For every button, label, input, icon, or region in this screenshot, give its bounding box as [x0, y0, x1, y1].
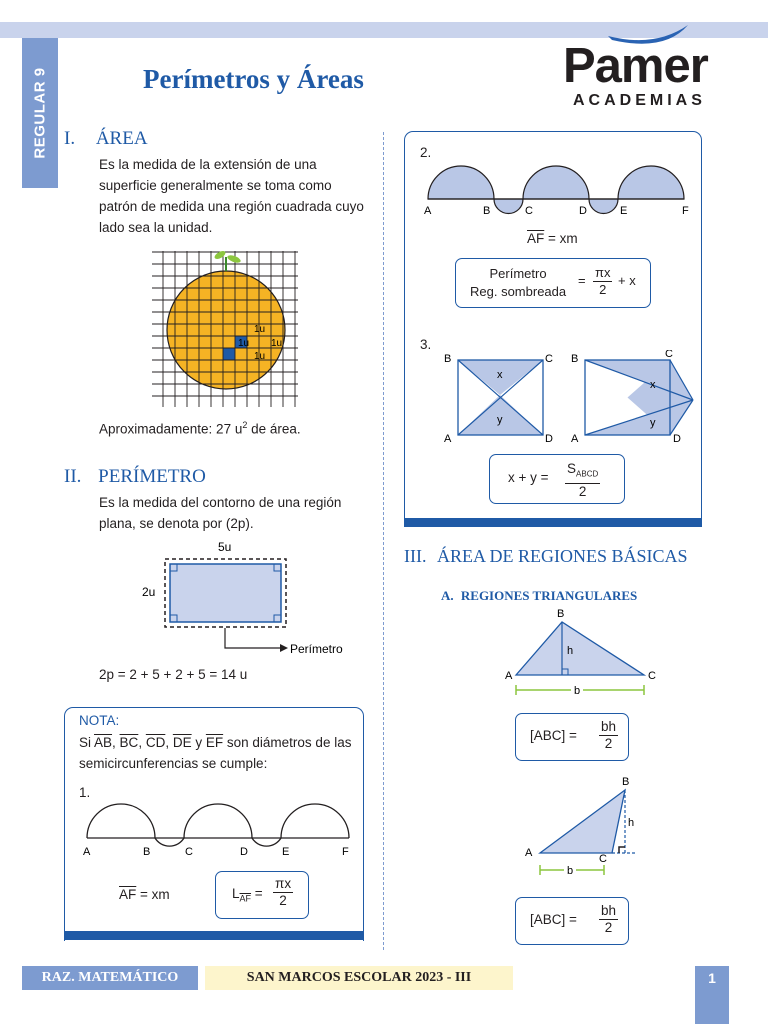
- tri1-frac-num: bh: [601, 719, 617, 734]
- item3-label: 3.: [420, 337, 432, 352]
- region-label: y: [497, 414, 503, 426]
- note-box: [64, 707, 364, 941]
- height-label: h: [628, 817, 635, 829]
- point-label: D: [240, 846, 248, 858]
- triangle1-formula-box: [515, 713, 629, 761]
- note-formula-box: $L_{\overline{AF}}$ = $\frac{\pi x}{2}$: [215, 871, 309, 919]
- box3-frac-den: 2: [578, 483, 587, 499]
- box2-frac-den: 2: [599, 282, 607, 297]
- footer-left-label: RAZ. MATEMÁTICO: [41, 970, 179, 985]
- note-formula-L-sub: AF: [239, 893, 252, 904]
- box2-per-line1: Perímetro: [489, 266, 547, 281]
- tri2-frac-den: 2: [604, 920, 613, 935]
- pamer-logo: [560, 22, 730, 112]
- area-text: Es la medida de la extensión de una superficie generalmente se toma como patrón de medida una región cuadrada cuyo lado sea la unidad.: [99, 157, 364, 235]
- perimeter-figure: [140, 538, 350, 663]
- vertex-label: B: [571, 353, 579, 365]
- unit-label: 1u: [254, 324, 266, 335]
- vertex-label: A: [444, 433, 452, 445]
- tri2-formula-lhs: [ABC] =: [530, 912, 577, 927]
- vertex-label: C: [648, 670, 656, 682]
- area-heading-num: I.: [64, 128, 76, 149]
- vertex-label: D: [673, 433, 681, 445]
- height-label: h: [567, 645, 574, 657]
- side-tab: [22, 38, 58, 188]
- segment-label: $\overline{AB}$: [94, 735, 113, 750]
- footer-center-label: SAN MARCOS ESCOLAR 2023 - III: [246, 970, 472, 985]
- area-approx-pre: Aproximadamente: 27 u: [99, 421, 243, 437]
- note-eq-rhs: = xm: [136, 887, 170, 902]
- unit-label: 1u: [271, 338, 283, 349]
- box2-frac-num: πx: [595, 265, 611, 280]
- regions-subheading: [441, 588, 637, 604]
- area-heading-text: ÁREA: [95, 128, 148, 149]
- tri1-frac-den: 2: [604, 736, 613, 751]
- point-label: E: [620, 205, 628, 217]
- point-label: A: [83, 846, 91, 858]
- regions-heading-text: ÁREA DE REGIONES BÁSICAS: [436, 546, 688, 566]
- perimeter-label-top: 5u: [218, 540, 232, 554]
- regions-sub-letter: A.: [441, 588, 454, 603]
- perimeter-arrow: [225, 628, 280, 648]
- note-text-pre: Si: [79, 735, 95, 750]
- box3-frac-s: S: [567, 461, 577, 476]
- point-label: E: [282, 846, 290, 858]
- note-eq-lhs: $\overline{AF}$: [119, 887, 137, 902]
- logo-sub: ACADEMIAS: [573, 92, 706, 109]
- tri1-formula-lhs: [ABC] =: [530, 728, 577, 743]
- vertex-label: D: [545, 433, 553, 445]
- point-label: F: [682, 205, 689, 217]
- semicircles-figure-1: [79, 800, 359, 860]
- note-text: Si $\overline{AB}$, $\overline{BC}$, $\overline{CD}$, $\overline{DE}$ y $\overline{EF}$ son diámetros de las semicircunferencias se cumple:: [79, 735, 352, 771]
- box3-eq: x + y =: [508, 470, 549, 485]
- area-heading: [64, 128, 148, 150]
- tri2-frac-num: bh: [601, 903, 617, 918]
- item2-label: 2.: [420, 145, 432, 160]
- page-title: Perímetros y Áreas: [143, 64, 364, 94]
- square-figures: [425, 350, 700, 450]
- regions-sub-text: REGIONES TRIANGULARES: [460, 588, 638, 603]
- box2-formula-box: [455, 258, 651, 308]
- vertex-label: B: [444, 353, 452, 365]
- perimeter-heading-text: PERÍMETRO: [98, 466, 206, 487]
- note-item1: 1.: [79, 785, 91, 800]
- point-label: B: [483, 205, 491, 217]
- note-frac-den: 2: [279, 893, 287, 908]
- segment-label: $\overline{DE}$: [172, 735, 192, 750]
- box3-frac-sub: ABCD: [576, 469, 599, 479]
- vertex-label: A: [525, 847, 533, 859]
- segment-label: $\overline{BC}$: [119, 735, 139, 750]
- box3-formula-box: [489, 454, 625, 504]
- vertex-label: C: [545, 353, 553, 365]
- semicircles-figure-2: [420, 162, 695, 218]
- column-divider: [383, 132, 384, 950]
- examples-bottom-bar: [404, 518, 702, 527]
- footer-page: [695, 966, 729, 1024]
- note-text-mid: son diámetros de las semicircunferencias se cumple:: [79, 735, 352, 771]
- note-formula-L: L: [232, 886, 240, 901]
- area-approx-sup: 2: [242, 420, 248, 430]
- perimeter-label-left: 2u: [142, 585, 156, 599]
- vertex-label: A: [571, 433, 579, 445]
- area-approx-post: de área.: [247, 421, 301, 437]
- area-grid-figure: [150, 245, 300, 410]
- unit-square: [223, 348, 235, 360]
- vertex-label: B: [622, 776, 630, 788]
- triangle-figure-1: [500, 605, 670, 700]
- side-tab-label: REGULAR 9: [31, 67, 49, 159]
- triangle2-formula-box: [515, 897, 629, 945]
- region-label: x: [497, 369, 503, 381]
- examples-box: [404, 131, 702, 527]
- perimeter-heading-num: II.: [64, 466, 82, 487]
- base-label: b: [567, 865, 574, 877]
- unit-label: 1u: [254, 351, 266, 362]
- page-number: 1: [708, 970, 716, 986]
- box2-eq-rhs: = xm: [544, 231, 578, 246]
- segment-label: $\overline{EF}$: [205, 735, 224, 750]
- logo-main: Pamer: [563, 39, 708, 93]
- base-label: b: [574, 685, 581, 697]
- note-eq: [119, 884, 170, 905]
- perimeter-text: Es la medida del contorno de una región plana, se denota por (2p).: [99, 495, 342, 531]
- perimeter-formula: 2p = 2 + 5 + 2 + 5 = 14 u: [99, 667, 248, 682]
- unit-label: 1u: [238, 338, 250, 349]
- point-label: C: [185, 846, 193, 858]
- perimeter-arrow-label: Perímetro: [290, 642, 343, 656]
- note-frac-num: πx: [275, 876, 292, 891]
- note-label: NOTA:: [79, 713, 120, 728]
- footer-left: [22, 966, 198, 990]
- box2-per-line2: Reg. sombreada: [470, 284, 567, 299]
- note-bottom-bar: [64, 931, 364, 940]
- region-label: x: [650, 379, 656, 391]
- box2-eq: [527, 228, 578, 249]
- regions-heading-num: III.: [404, 546, 427, 566]
- footer-center: [205, 966, 513, 990]
- triangle-figure-2: [520, 773, 645, 883]
- perimeter-heading: [64, 466, 206, 488]
- region-label: y: [650, 417, 656, 429]
- box2-eq-lhs: $\overline{AF}$: [527, 231, 545, 246]
- point-label: F: [342, 846, 349, 858]
- point-label: C: [525, 205, 533, 217]
- point-label: A: [424, 205, 432, 217]
- box2-eq-sign: =: [578, 273, 586, 288]
- point-label: D: [579, 205, 587, 217]
- vertex-label: A: [505, 670, 513, 682]
- area-approx: [99, 415, 301, 440]
- box2-plus: + x: [618, 273, 636, 288]
- vertex-label: C: [599, 853, 607, 865]
- vertex-label: C: [665, 350, 673, 360]
- regions-heading: [404, 546, 688, 567]
- segment-label: $\overline{CD}$: [145, 735, 166, 750]
- vertex-label: B: [557, 608, 565, 620]
- point-label: B: [143, 846, 151, 858]
